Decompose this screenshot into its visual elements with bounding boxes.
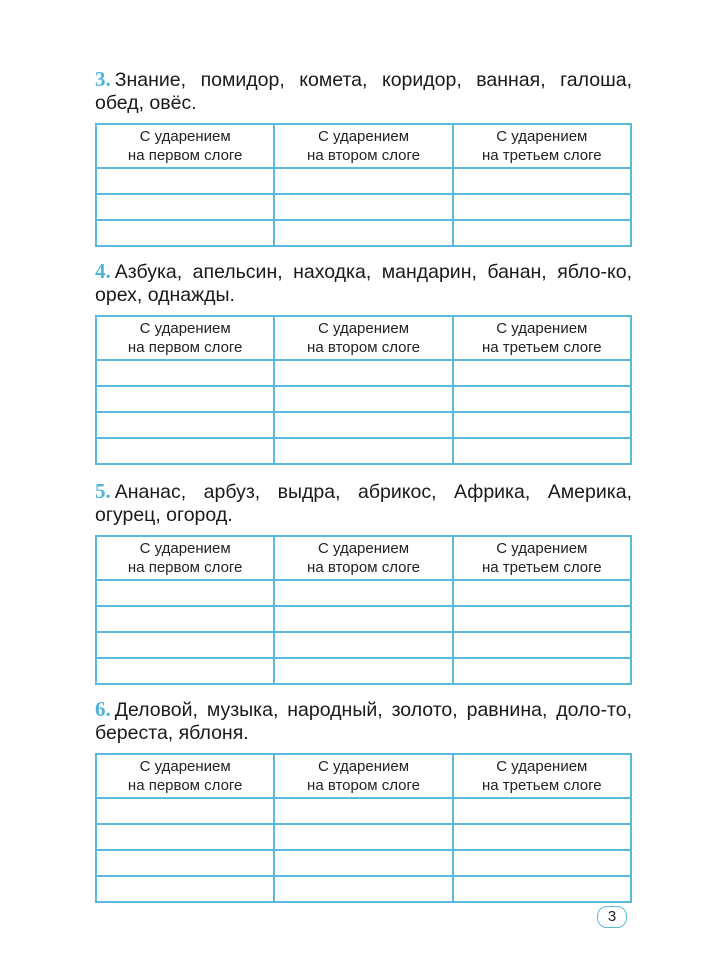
header-first-syllable — [96, 754, 274, 798]
table-row — [96, 412, 631, 438]
header-second-syllable — [274, 754, 452, 798]
header-line: на третьем слоге — [482, 147, 602, 164]
answer-cell[interactable] — [453, 412, 631, 438]
stress-table — [95, 535, 632, 685]
table-row — [96, 194, 631, 220]
answer-cell[interactable] — [96, 386, 274, 412]
table-header-row — [96, 316, 631, 360]
stress-table — [95, 123, 632, 247]
table-row — [96, 658, 631, 684]
exercise-prompt — [95, 260, 632, 307]
answer-cell[interactable] — [453, 850, 631, 876]
exercise-number: 6. — [95, 697, 111, 721]
answer-cell[interactable] — [453, 438, 631, 464]
header-line: С ударением — [139, 540, 231, 557]
header-first-syllable — [96, 316, 274, 360]
exercise-text: Азбука, апельсин, находка, мандарин, банан, ябло-ко, орех, однажды. — [95, 261, 632, 306]
exercise-text: Ананас, арбуз, выдра, абрикос, Африка, Америка, огурец, огород. — [95, 481, 632, 526]
table-header-row — [96, 754, 631, 798]
table-row — [96, 876, 631, 902]
exercise-3 — [95, 68, 632, 247]
table-row — [96, 632, 631, 658]
answer-cell[interactable] — [274, 632, 452, 658]
table-row — [96, 168, 631, 194]
answer-cell[interactable] — [96, 798, 274, 824]
header-line: на втором слоге — [307, 559, 420, 576]
answer-cell[interactable] — [453, 658, 631, 684]
answer-cell[interactable] — [453, 220, 631, 246]
answer-cell[interactable] — [453, 386, 631, 412]
exercise-text: Знание, помидор, комета, коридор, ванная, галоша, обед, овёс. — [95, 69, 632, 114]
answer-cell[interactable] — [453, 360, 631, 386]
header-third-syllable — [453, 754, 631, 798]
stress-table — [95, 753, 632, 903]
exercise-4 — [95, 260, 632, 465]
table-row — [96, 220, 631, 246]
answer-cell[interactable] — [96, 168, 274, 194]
exercise-5 — [95, 480, 632, 685]
answer-cell[interactable] — [96, 658, 274, 684]
answer-cell[interactable] — [274, 850, 452, 876]
table-row — [96, 438, 631, 464]
answer-cell[interactable] — [274, 658, 452, 684]
answer-cell[interactable] — [453, 606, 631, 632]
answer-cell[interactable] — [453, 194, 631, 220]
answer-cell[interactable] — [453, 632, 631, 658]
answer-cell[interactable] — [274, 438, 452, 464]
answer-cell[interactable] — [453, 168, 631, 194]
header-line: С ударением — [496, 540, 588, 557]
answer-cell[interactable] — [274, 412, 452, 438]
table-row — [96, 824, 631, 850]
exercise-number: 3. — [95, 67, 111, 91]
header-line: С ударением — [139, 128, 231, 145]
header-line: С ударением — [317, 128, 410, 145]
stress-table — [95, 315, 632, 465]
page-number: 3 — [597, 906, 627, 928]
header-line: на третьем слоге — [482, 339, 602, 356]
answer-cell[interactable] — [274, 876, 452, 902]
exercise-number: 5. — [95, 479, 111, 503]
header-third-syllable — [453, 316, 631, 360]
header-line: на третьем слоге — [482, 559, 602, 576]
answer-cell[interactable] — [96, 850, 274, 876]
exercise-6 — [95, 698, 632, 903]
header-line: С ударением — [317, 758, 410, 775]
answer-cell[interactable] — [453, 580, 631, 606]
answer-cell[interactable] — [453, 876, 631, 902]
answer-cell[interactable] — [96, 632, 274, 658]
exercise-prompt — [95, 698, 632, 745]
header-line: С ударением — [317, 540, 410, 557]
exercise-number: 4. — [95, 259, 111, 283]
exercise-prompt — [95, 480, 632, 527]
answer-cell[interactable] — [96, 438, 274, 464]
exercise-prompt — [95, 68, 632, 115]
header-line: на втором слоге — [307, 147, 420, 164]
answer-cell[interactable] — [96, 220, 274, 246]
table-row — [96, 386, 631, 412]
header-line: на первом слоге — [127, 777, 243, 794]
answer-cell[interactable] — [274, 194, 452, 220]
header-second-syllable — [274, 536, 452, 580]
header-second-syllable — [274, 316, 452, 360]
header-first-syllable — [96, 124, 274, 168]
exercise-text: Деловой, музыка, народный, золото, равнина, доло-то, береста, яблоня. — [95, 699, 632, 744]
table-row — [96, 798, 631, 824]
answer-cell[interactable] — [96, 360, 274, 386]
header-line: С ударением — [496, 758, 588, 775]
answer-cell[interactable] — [274, 360, 452, 386]
header-line: на третьем слоге — [482, 777, 602, 794]
header-line: на первом слоге — [127, 339, 243, 356]
answer-cell[interactable] — [274, 798, 452, 824]
answer-cell[interactable] — [96, 606, 274, 632]
answer-cell[interactable] — [96, 824, 274, 850]
answer-cell[interactable] — [274, 168, 452, 194]
answer-cell[interactable] — [96, 412, 274, 438]
answer-cell[interactable] — [453, 824, 631, 850]
header-line: С ударением — [496, 320, 588, 337]
table-row — [96, 580, 631, 606]
table-row — [96, 850, 631, 876]
table-header-row — [96, 536, 631, 580]
answer-cell[interactable] — [453, 798, 631, 824]
header-second-syllable — [274, 124, 452, 168]
header-line: С ударением — [317, 320, 410, 337]
header-third-syllable — [453, 124, 631, 168]
answer-cell[interactable] — [274, 824, 452, 850]
header-first-syllable — [96, 536, 274, 580]
header-line: на втором слоге — [307, 777, 420, 794]
table-row — [96, 360, 631, 386]
header-line: на первом слоге — [127, 559, 243, 576]
header-line: на втором слоге — [307, 339, 420, 356]
answer-cell[interactable] — [96, 580, 274, 606]
answer-cell[interactable] — [96, 876, 274, 902]
answer-cell[interactable] — [274, 580, 452, 606]
answer-cell[interactable] — [274, 606, 452, 632]
header-line: на первом слоге — [127, 147, 243, 164]
answer-cell[interactable] — [274, 386, 452, 412]
header-line: С ударением — [139, 758, 231, 775]
header-line: С ударением — [496, 128, 588, 145]
table-row — [96, 606, 631, 632]
header-third-syllable — [453, 536, 631, 580]
answer-cell[interactable] — [96, 194, 274, 220]
answer-cell[interactable] — [274, 220, 452, 246]
table-header-row — [96, 124, 631, 168]
header-line: С ударением — [139, 320, 231, 337]
